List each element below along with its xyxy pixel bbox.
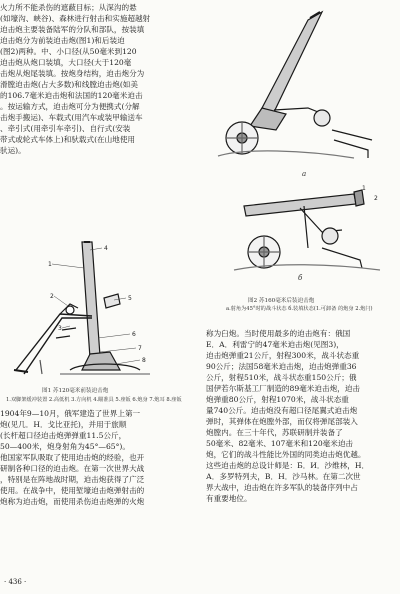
text-line: 使用。在战争中，使用堑壕迫击炮弹射击的 — [0, 486, 145, 495]
mortar-drawing-1 — [0, 238, 196, 382]
text-line: (如壕沟、峡谷)、森林进行射击和实施超越射 — [0, 14, 151, 23]
text-line: 公斤，射程510米，战斗状态重150公斤；俄 — [206, 373, 357, 382]
text-line: 研制各种口径的迫击炮。在第一次世界大战 — [0, 464, 145, 473]
figure-1-caption: 图1 苏120毫米前装迫击炮 — [42, 388, 109, 394]
text-line: 炮(见几．H．戈比亚托)，并用于旅顺 — [0, 420, 127, 429]
text-line: 他国家军队吸取了使用迫击炮的经验，也开 — [0, 453, 145, 462]
callout-3: 3 — [58, 325, 62, 332]
text-line: 50毫米、82毫米、107毫米和120毫米迫击 — [206, 439, 354, 448]
callout-4: 4 — [104, 245, 108, 252]
top-left-paragraph — [0, 2, 196, 156]
bottom-left-paragraph — [0, 408, 196, 507]
text-line: 炮膛内。在三十年代，苏联研制并装备了 — [206, 428, 343, 437]
text-line: (长杆超口径迫击炮弹弹重11.5公斤， — [0, 431, 127, 440]
text-line: 弹时，其弹体在炮膛外部，而仅将弹尾部装入 — [206, 417, 358, 426]
figure-2-view-a-label: а — [302, 170, 307, 178]
text-line: 迫击炮弹重21公斤，射程300米，战斗状态重 — [206, 351, 360, 360]
text-line: 50—400米，炮身射角为45°—65°)。 — [0, 442, 130, 451]
text-line: А．多罗特列夫，В．Н．沙马林。在第二次世 — [206, 472, 361, 481]
right-column-paragraph — [206, 328, 400, 504]
figure-1-front-loading-mortar — [0, 238, 196, 382]
text-line: 击炮从炮尾装填。按炮身结构，迫击炮分为 — [0, 69, 145, 78]
text-line: 国伊若尔斯基工厂制造的89毫米迫击炮，迫击 — [206, 384, 360, 393]
callout-6: 6 — [132, 331, 136, 338]
figure-2-caption: 图2 苏160毫米后装迫击炮 — [248, 298, 315, 304]
text-line: 驮运)。 — [0, 146, 26, 155]
callout-1: 1 — [362, 185, 366, 192]
callout-2: 2 — [374, 195, 378, 202]
figure-2-breech-loading-mortar — [204, 0, 400, 318]
text-line: (图2)两种。中、小口径(从50毫米到120 — [0, 47, 137, 56]
text-line: 迫击炮从炮口装填，大口径(大于120毫 — [0, 58, 132, 67]
text-line: 1904年9—10月，俄军建造了世界上第一 — [0, 409, 141, 418]
callout-5: 5 — [128, 295, 132, 302]
mortar-drawing-2 — [204, 0, 400, 318]
text-line: ，特别是在阵地战时期，迫击炮获得了广泛 — [0, 475, 145, 484]
text-line: 击炮手搬运)、车载式(用汽车或装甲输送车 — [0, 113, 143, 122]
page-number: · 436 · — [4, 578, 27, 586]
text-line: 炮，它们的战斗性能比外国的同类迫击炮优越。 — [206, 450, 366, 459]
text-line: 带式或轮式车体上)和驮载式(在山地使用 — [0, 135, 136, 144]
callout-7: 7 — [138, 345, 142, 352]
figure-2-view-b-label: б — [298, 274, 303, 282]
text-line: 火力所不能杀伤的遮蔽目标；从深沟的悬 — [0, 3, 137, 12]
text-line: 迫击炮分为前装迫击炮(图1)和后装迫 — [0, 36, 125, 45]
text-line: 界大战中，迫击炮在许多军队的装备序列中占 — [206, 483, 358, 492]
text-line: 的106.7毫米迫击炮和法国的120毫米迫击 — [0, 91, 143, 100]
text-line: E．A．利雷宁的47毫米迫击炮(见图3)， — [206, 340, 344, 349]
text-line: 迫击炮主要装备陆军的分队和部队，按装填 — [0, 25, 145, 34]
text-line: 、牵引式(用牵引车牵引)、自行式(安装 — [0, 124, 131, 133]
text-line: 滑膛迫击炮(占大多数)和线膛迫击炮(如美 — [0, 80, 138, 89]
callout-1: 1 — [48, 261, 52, 268]
text-line: 称为臼炮。当时使用最多的迫击炮有：俄国 — [206, 329, 351, 338]
text-line: 量740公斤。迫击炮没有超口径尾翼式迫击炮 — [206, 406, 358, 415]
text-line: 90公斤；法国58毫米迫击炮，迫击炮弹重36 — [206, 362, 357, 371]
text-line: 有重要地位。 — [206, 494, 252, 503]
text-line: 。按运输方式，迫击炮可分为便携式(分解 — [0, 102, 140, 111]
text-line: 炮弹重80公斤，射程1070米，战斗状态重 — [206, 395, 349, 404]
text-line: 炮称为迫击炮，而使用杀伤迫击炮弹的火炮 — [0, 497, 145, 506]
figure-2-legend: a.射角为45°时的战斗状态 б.装填状态(1.可卸备 的炮身 2.炮闩) — [226, 306, 373, 312]
callout-2: 2 — [50, 293, 54, 300]
text-line: 这些迫击炮的总设计师是：Б．И．沙维林，Н． — [206, 461, 370, 470]
callout-8: 8 — [142, 357, 146, 364]
figure-1-legend: 1.双脚架缓冲装置 2.高低机 3.方向机 4.瞄准具 5.座钣 6.炮身 7.炮耳 8.座钣 — [6, 397, 182, 403]
